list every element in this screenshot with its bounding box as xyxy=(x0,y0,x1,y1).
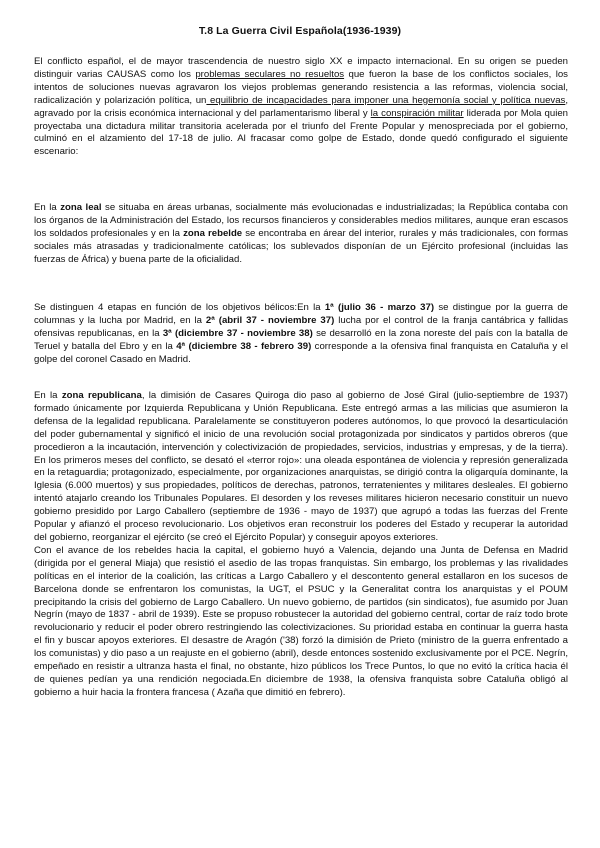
underlined-text: equilibrio de incapacidades para imponer una hegemonía social y política nuevas xyxy=(206,94,566,106)
bold-text: zona leal xyxy=(60,202,102,213)
text-segment: se desarrolló en la zona noreste del país con la batalla de Teruel y batalla del Ebro y en la xyxy=(34,327,569,352)
text-segment: liderada por Mola quien proyectaba una dictadura militar transitoria acelerada por el triunfo del Frente Popular y menospreciada por el gobierno, culminó en el alzamiento del 17-18 de julio. Al fracasar como golpe de Estado, donde quedó configurado el siguiente escenario: xyxy=(34,107,568,158)
text-segment: Se distinguen 4 etapas en función de los objetivos bélicos:En la xyxy=(34,302,325,313)
bold-text: 3ª (diciembre 37 - noviembre 38) xyxy=(162,327,313,339)
text-segment: En la xyxy=(34,202,61,213)
text-segment: En la xyxy=(34,390,62,401)
text-segment: El conflicto español, el de mayor trascendencia de nuestro siglo XX e impacto internacional. En su origen se pueden distinguir varias CAUSAS como los xyxy=(34,56,568,80)
text-segment: se situaba en áreas urbanas, socialmente más evolucionadas e industrializadas; la República contaba con los órganos de la Administración del Estado, los recursos financieros y considerables medios militares, aunque eran escasos los soldados profesionales y en la xyxy=(34,202,568,239)
text-segment: , agravado por la crisis económica internacional y del parlamentarismo liberal y xyxy=(34,94,569,119)
bold-text: zona republicana xyxy=(61,390,142,401)
paragraph-zonas xyxy=(34,202,568,267)
bold-text: 2ª (abril 37 - noviembre 37) xyxy=(205,314,335,326)
text-segment: que fueron la base de los conflictos sociales, los intentos de soluciones nuevas agravaron los viejos problemas generando resistencia a las reformas, violencia social, radicalización y polarización política, un xyxy=(34,68,568,106)
underlined-text: problemas seculares no resueltos xyxy=(195,68,345,80)
bold-text: 4ª (diciembre 38 - febrero 39) xyxy=(176,340,312,352)
paragraph-intro xyxy=(34,56,568,159)
text-segment: se encontraba en árear del interior, rurales y más tradicionales, con formas sociales más atrasadas y tradicionalmente católicas; los sublevados disponían de un Ejército profesional (incluidas las fuerzas de África) y buena parte de la oficialidad. xyxy=(34,227,569,265)
bold-text: zona rebelde xyxy=(183,227,243,239)
text-segment: corresponde a la ofensiva final franquista en Cataluña y el golpe del coronel Casado en Madrid. xyxy=(34,340,568,365)
bold-text: 1ª (julio 36 - marzo 37) xyxy=(324,302,435,313)
text-segment: Con el avance de los rebeldes hacia la capital, el gobierno huyó a Valencia, dejando una Junta de Defensa en Madrid (dirigida por el general Miaja) que resistió el asedio de las tropas franquistas. Sin embargo, los problemas y las rivalidades políticas en el interior de la coalición, las críticas a Largo Caballero y el descontento general estallaron en los sucesos de Barcelona donde se enfrentaron los comunistas, la UGT, el PSUC y la Generalitat contra los anarquistas y el POUM precipitando la crisis del gobierno de Largo Caballero. Un nuevo gobierno, de partidos (sin sindicatos), fue asumido por Juan Negrín (mayo de 1837 - abril de 1939). Este se propuso robustecer la autoridad del gobierno central, cortar de raíz todo brote revolucionario y reducir el poder obrero restringiendo las colectivizaciones. Su prioridad estaba en continuar la guerra hasta el fin y buscar apoyos exteriores. El desastre de Aragón ('38) forzó la dimisión de Prieto (ministro de la guerra enfrentado a los comunistas) y dio paso a un reajuste en el gobierno (abril), desde entonces sostenido exclusivamente por el PCE. Negrín, empeñado en resistir a ultranza hasta el final, no obstante, hizo públicos los Trece Puntos, lo que no evitó la crítica hacia él de quienes pedían ya una rendición negociada.En diciembre de 1938, la ofensiva franquista sobre Cataluña obligó al gobierno a huir hacia la frontera francesa ( Azaña que dimitió en febrero). xyxy=(34,544,568,698)
text-segment: , la dimisión de Casares Quiroga dio paso al gobierno de José Giral (julio-septiembre de 1937) formado únicamente por Izquierda Republicana y Unión Republicana. Este entregó armas a las milicias que asumieron la defensa de la legalidad republicana. Paralelamente se constituyeron poderes autónomos, lo que provocó la desarticulación del poder gubernamental y significó el inicio de una revolución social protagonizada por sindicatos y partidos obreros (que procedieron a la incautación, intervención y colectivización de propiedades, servicios, industrias y empresas, y de la tierra). En los primeros meses del conflicto, se desató el «terror rojo»: una oleada espontánea de violencia y represión generalizada en la retaguardia; protagonizado, especialmente, por organizaciones anarquistas, se dirigió contra la oligarquía dominante, la Iglesia (6.000 muertos) y sus propiedades, políticos de derechas, patronos, terratenientes y militares desleales. El gobierno intentó atajarlo creando los Tribunales Populares. El desorden y los reveses militares hicieron necesario constituir un nuevo gobierno presidido por Largo Caballero (septiembre de 1936 - mayo de 1937) que agrupó a todas las fuerzas del Frente Popular y afianzó el proceso revolucionario. Los objetivos eran reconstruir los poderes del Estado y recuperar la autoridad del gobierno, reorganizar el ejército (se creó el Ejército Popular) y conseguir apoyos exteriores. xyxy=(34,390,568,543)
paragraph-republicana xyxy=(34,390,568,700)
document-title: T.8 La Guerra Civil Española(1936-1939) xyxy=(198,25,402,37)
paragraph-etapas xyxy=(34,302,568,367)
underlined-text: la conspiración militar xyxy=(370,107,464,119)
text-segment: lucha por el control de la franja cantábrica y fallidas ofensivas republicanas, en la xyxy=(34,314,569,339)
text-segment: se distingue por la guerra de columnas y la lucha por Madrid, en la xyxy=(34,302,569,326)
